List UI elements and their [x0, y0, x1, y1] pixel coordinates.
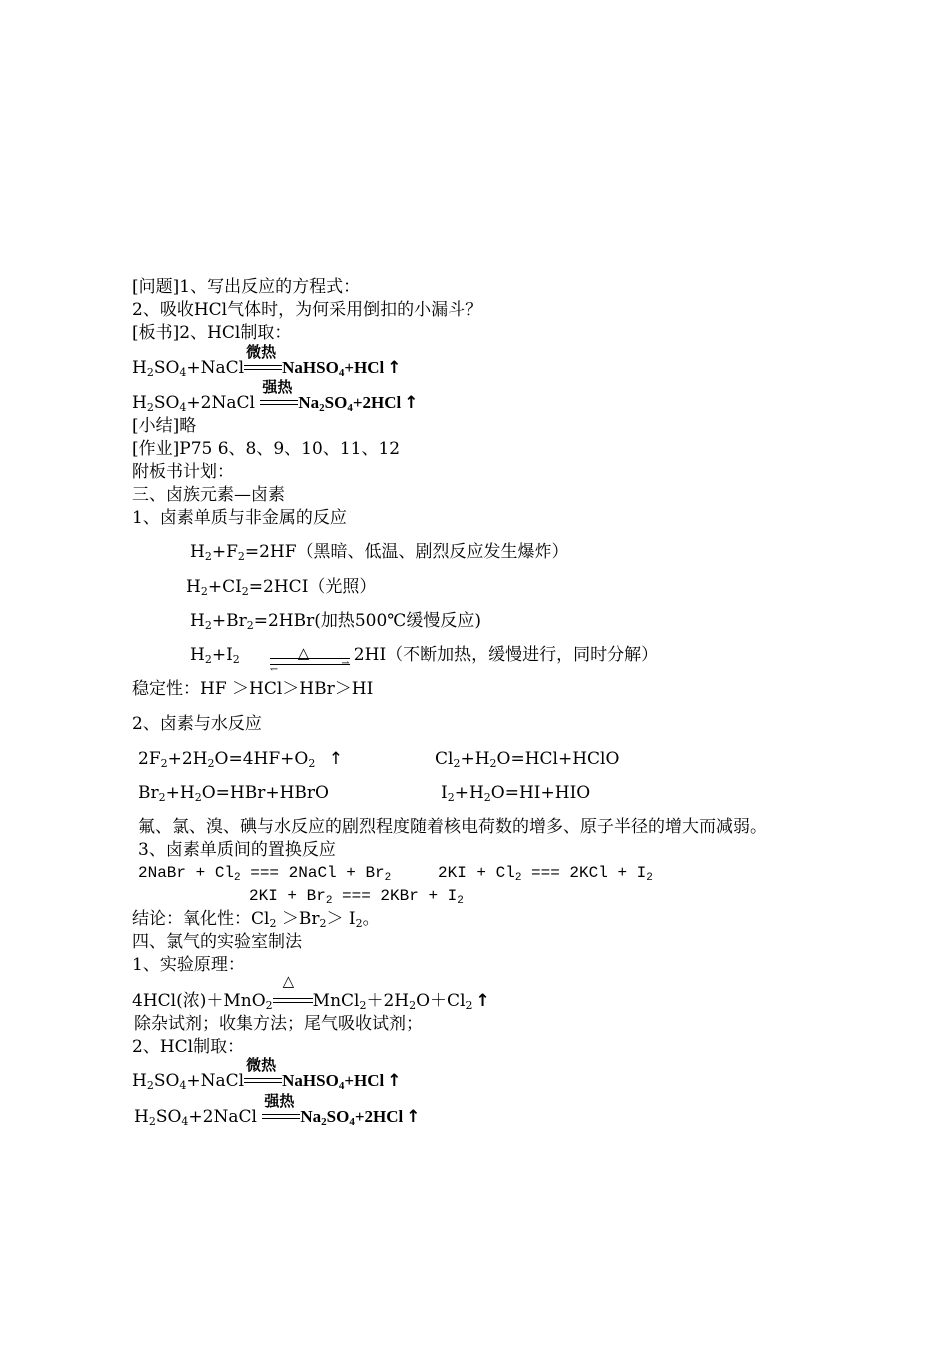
gas-up-arrow-icon: ↑ — [387, 358, 402, 378]
heat-condition: △ — [273, 990, 313, 1012]
equation-cl2-water: $Cl_2+H_2O=HCl+HClO$ — [435, 749, 620, 770]
homework: [作业]P75 6、8、9、10、11、12 — [132, 439, 401, 459]
subsection-1-heading: 1、卤素单质与非金属的反应 — [132, 508, 347, 528]
lab-equation-hcl-weak-heat: $H_2SO_4+NaCl$ 微热 NaHSO$_4$+HCl ↑ — [132, 1056, 402, 1092]
strong-heat-condition: 强热 — [262, 1106, 300, 1128]
equation-mno2: 4HCl(浓)＋MnO$_2$ △ $MnCl_2+2H_2O+Cl_2$ ↑ — [132, 972, 490, 1012]
gas-up-arrow-icon: ↑ — [475, 991, 490, 1011]
reversible-arrow-icon: △ ⇀ ↽ — [269, 644, 350, 675]
gas-up-arrow-icon: ↑ — [404, 393, 419, 413]
lab-items: 除杂试剂；收集方法；尾气吸收试剂； — [134, 1014, 423, 1034]
gas-up-arrow-icon: ↑ — [406, 1107, 421, 1127]
equation-h2-f2: $H_2+F_2=2HF$（黑暗、低温、剧烈反应发生爆炸） — [190, 542, 569, 563]
equation-h2-cl2: $H_2+CI_2=2HCI$（光照） — [186, 577, 377, 598]
board-hcl-title: [板书]2、HCl制取： — [132, 323, 292, 343]
equation-hcl-weak-heat: $H_2SO_4+NaCl$ 微热 NaHSO$_4$+HCl ↑ — [132, 343, 402, 379]
subsection-2-heading: 2、卤素与水反应 — [132, 714, 262, 734]
weak-heat-condition: 微热 — [244, 1070, 282, 1092]
equation-i2-water: $I_2+H_2O=HI+HIO$ — [441, 783, 591, 804]
equation-hcl-strong-heat: $H_2SO_4+2NaCl$ 强热 $Na_2SO_4+2HCl$ ↑ — [132, 378, 419, 414]
section-3-heading: 三、卤族元素—卤素 — [132, 485, 285, 505]
question-2: 2、吸收HCl气体时，为何采用倒扣的小漏斗？ — [132, 300, 483, 320]
question-1: [问题]1、写出反应的方程式： — [132, 277, 361, 297]
summary: [小结]略 — [132, 416, 197, 436]
section-4-heading: 四、氯气的实验室制法 — [132, 932, 302, 952]
equation-h2-i2: $H_2+I_2$ △ ⇀ ↽ 2HI（不断加热，缓慢进行，同时分解） — [190, 644, 659, 675]
lab-principle: 1、实验原理： — [132, 955, 245, 975]
oxidation-conclusion: 结论：氧化性：$Cl_2 >Br_2> I_2$。 — [132, 909, 380, 930]
lab-hcl-title: 2、HCl制取： — [132, 1037, 245, 1057]
board-plan: 附板书计划： — [132, 462, 234, 482]
equation-ki-cl2: $2KI + Cl_2$ === $2KCl + I_2$ — [438, 864, 653, 884]
equation-br2-water: $Br_2+H_2O=HBr+HBrO$ — [138, 783, 329, 804]
equation-h2-br2: $H_2+Br_2=2HBr$(加热500℃缓慢反应) — [190, 611, 481, 632]
equation-ki-br2: $2KI + Br_2$ === $2KBr + I_2$ — [249, 887, 464, 907]
equation-f2-water: $2F_2+2H_2O=4HF+O_2$ ↑ — [138, 749, 343, 770]
lab-equation-hcl-strong-heat: $H_2SO_4+2NaCl$ 强热 $Na_2SO_4+2HCl$ ↑ — [134, 1092, 421, 1128]
subsection-3-heading: 3、卤素单质间的置换反应 — [138, 840, 336, 860]
strong-heat-condition: 强热 — [260, 392, 298, 414]
weak-heat-condition: 微热 — [244, 357, 282, 379]
stability-order: 稳定性：HF ＞HCl＞HBr＞HI — [132, 679, 374, 699]
equation-nabr-cl2: 2NaBr + $Cl_2$ === 2NaCl + $Br_2$ — [138, 864, 392, 884]
gas-up-arrow-icon: ↑ — [387, 1071, 402, 1091]
water-conclusion: 氟、氯、溴、碘与水反应的剧烈程度随着核电荷数的增多、原子半径的增大而减弱。 — [138, 817, 767, 837]
